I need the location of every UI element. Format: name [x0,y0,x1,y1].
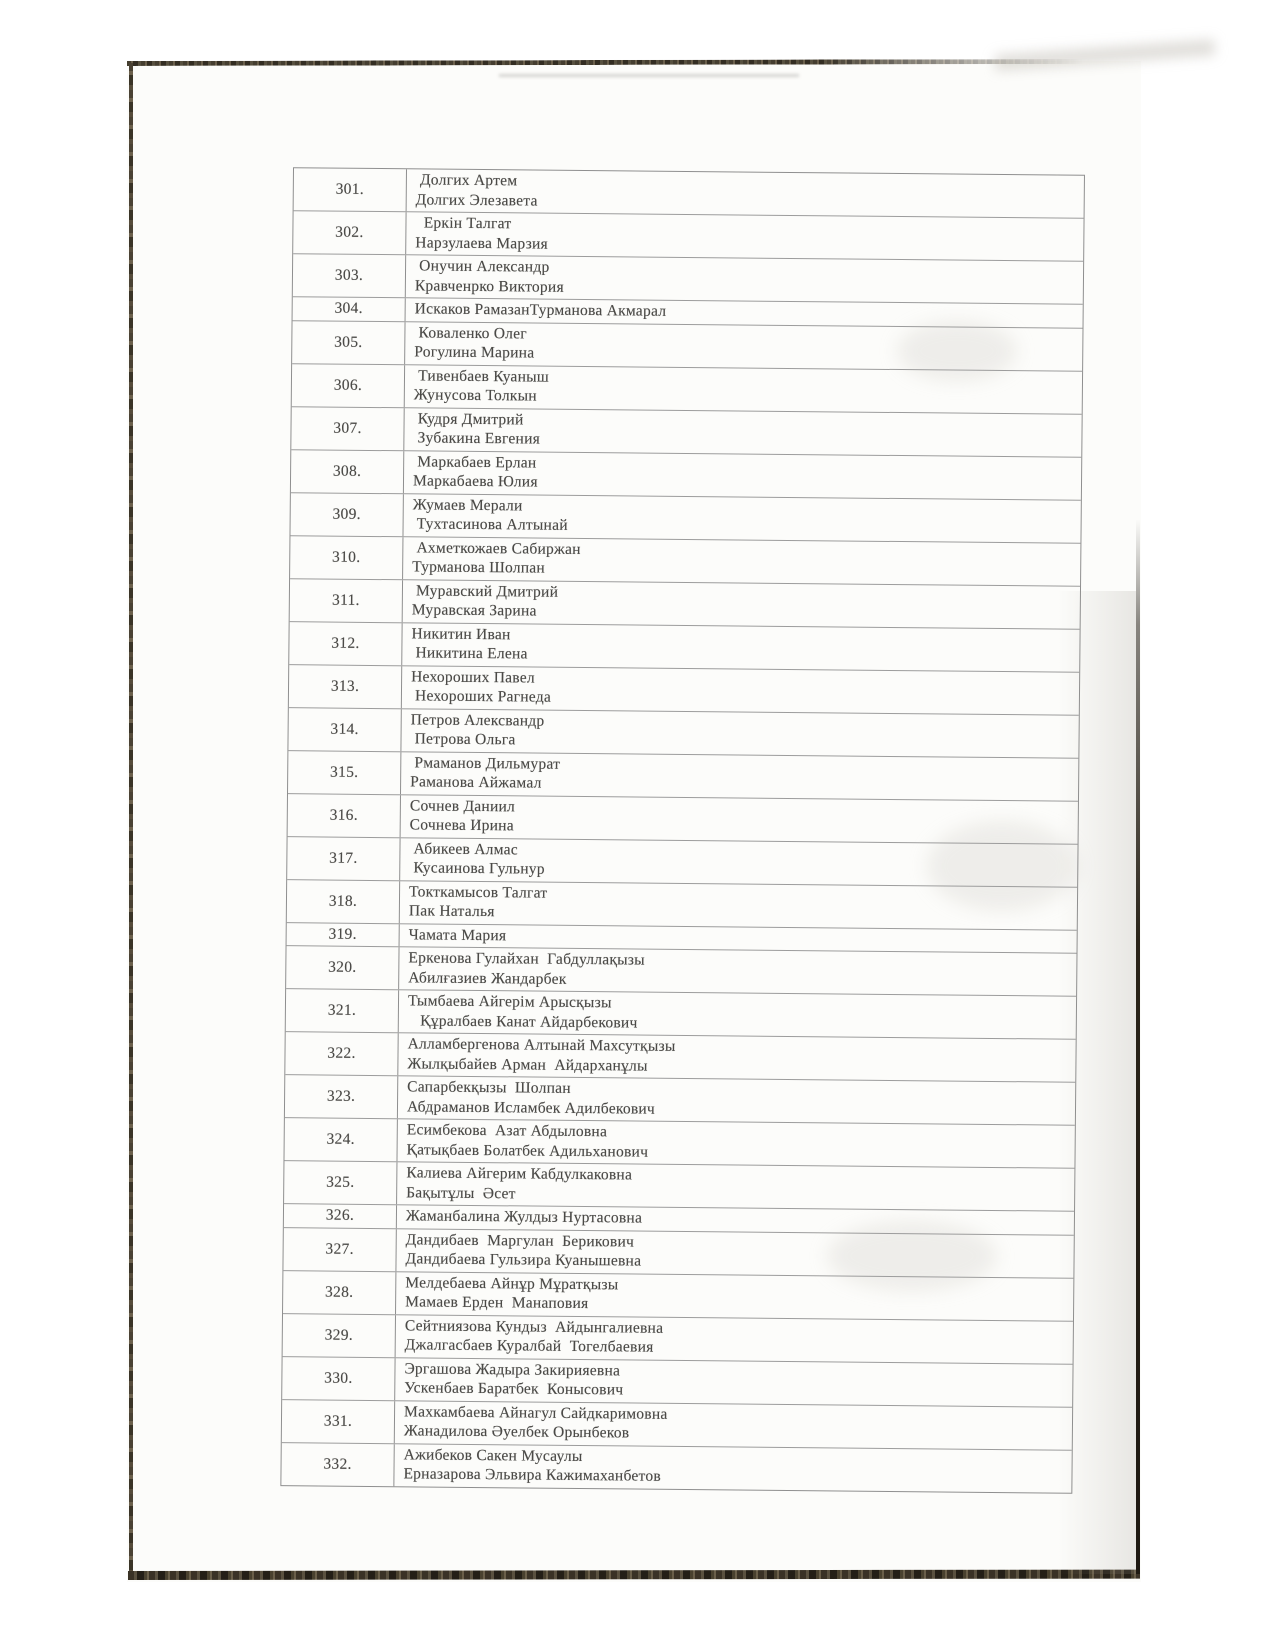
row-number: 323. [326,1087,356,1105]
table-row [285,1074,1075,1125]
scan-artifact-top-smudge [499,74,799,77]
row-number: 319. [328,925,357,943]
row-number-cell [287,923,400,947]
table-row [288,793,1078,844]
row-number: 301. [335,180,365,198]
participant-name-line: Муравский Дмитрий [411,581,559,601]
row-number: 314. [330,720,359,738]
table-row [283,1313,1073,1364]
row-number: 330. [324,1369,353,1387]
participant-name-line: Маркабаев Ерлан [413,452,537,472]
row-number-cell [290,536,403,579]
row-number-cell [283,1228,396,1271]
participant-name-line: Ускенбаев Баратбек Конысович [404,1379,624,1399]
table-row [283,1227,1073,1278]
participant-name-line: Рогулина Марина [414,343,535,362]
participant-name-line: Жылқыбайев Арман Айдарханұлы [407,1054,648,1075]
participant-name-line: Кравченрко Виктория [414,276,564,296]
table-row [282,1399,1072,1450]
row-number-cell [288,751,401,794]
row-number: 327. [325,1240,354,1258]
row-number: 315. [329,763,359,781]
roster-table-body [281,168,1084,1492]
row-names-cell [396,1272,1073,1320]
row-names-cell [405,322,1082,370]
row-number-cell [289,622,402,665]
row-number: 304. [334,299,363,318]
row-names-cell [405,365,1082,413]
participant-name-line: Кусаинова Гульнур [409,859,545,878]
row-number-cell [290,579,403,622]
participant-name-line: Мамаев Ерден Манаповия [405,1293,589,1313]
participant-name-line: Сочнева Ирина [409,816,514,835]
row-number-cell [289,665,402,708]
participant-name-line: Бақытұлы Әсет [406,1183,516,1202]
row-number: 324. [326,1130,355,1148]
row-names-cell [396,1229,1073,1277]
participant-name-line: Ажибеков Сакен Мусаулы [403,1445,583,1465]
row-number-cell [284,1161,397,1204]
participant-name-line: Долгих Элезавета [415,190,538,210]
participant-name-line: Ерназарова Эльвира Кажимаханбетов [403,1465,662,1485]
table-row [294,168,1084,218]
participant-name-line: Зубакина Евгения [413,429,541,448]
participant-name-line: Тухтасинова Алтынай [412,515,568,534]
table-row [286,988,1076,1039]
table-row [286,945,1076,996]
row-number-cell [294,168,407,211]
participant-name-line: Пак Наталья [408,902,495,921]
scan-artifact-top-edge [127,59,1092,66]
row-names-cell [406,212,1083,260]
table-row [290,492,1080,543]
scan-artifact-top-right-streak [995,39,1216,70]
participant-name-line: Жаманбалина Жулдыз Нуртасовна [405,1207,643,1227]
participant-name-line: Жумаев Мерали [412,495,523,514]
participant-name-line: Маркабаева Юлия [412,472,538,491]
row-number: 310. [332,548,361,566]
table-row [287,836,1077,887]
participant-name-line: Жанадилова Әуелбек Орынбеков [403,1422,630,1442]
row-names-cell [403,537,1080,585]
participant-name-line: Құралбаев Канат Айдарбекович [407,1011,638,1032]
row-number-cell [288,708,401,751]
row-number: 305. [334,333,363,351]
participant-name-line: Сочнев Даниил [409,796,516,815]
participant-name-line: Коваленко Олег [414,323,528,342]
row-number: 316. [329,806,359,824]
row-number-cell [282,1357,395,1400]
participant-name-line: Ахметкожаев Сабиржан [412,538,581,558]
row-number: 331. [323,1412,353,1430]
table-row [289,664,1079,715]
row-number-cell [283,1271,396,1314]
row-names-cell [406,255,1083,303]
participant-name-line: Калиева Айгерим Кабдулкаковна [406,1164,633,1184]
row-number: 332. [323,1455,352,1473]
participant-name-line: Есимбекова Азат Абдыловна [406,1121,608,1141]
row-number: 325. [326,1173,355,1191]
participant-name-line: Мелдебаева Айнұр Мұратқызы [405,1273,619,1293]
table-row [288,707,1078,758]
row-names-cell [404,451,1081,499]
row-number: 329. [324,1326,354,1344]
participant-name-line: Долгих Артем [415,171,518,190]
row-number-cell [283,1314,396,1357]
table-row [284,1117,1074,1168]
participant-name-line: Нехороших Рагнеда [410,687,552,706]
table-row [282,1356,1072,1407]
row-number: 313. [330,677,360,695]
row-names-cell [402,666,1079,714]
participant-name-line: Алламбергенова Алтынай Махсутқызы [407,1035,676,1055]
table-row [285,1031,1075,1082]
participant-name-line: Жунусова Толкын [413,386,537,405]
row-names-cell [402,623,1079,671]
participant-name-line: Тивенбаев Куаныш [413,366,550,386]
row-number: 308. [332,462,362,480]
participant-name-line: Петрова Ольга [410,730,516,749]
table-row [287,879,1077,930]
row-number: 328. [324,1283,354,1301]
participant-name-line: Эргашова Жадыра Закирияевна [404,1359,621,1379]
participant-name-line: Дандибаева Гульзира Куанышевна [405,1250,642,1270]
table-row [290,578,1080,629]
participant-name-line: Тымбаева Айгерім Арысқызы [407,992,612,1012]
participant-name-line: Сейтниязова Кундыз Айдынгалиевна [404,1316,664,1337]
participant-name-line: Абдраманов Исламбек Адилбекович [406,1097,656,1118]
row-number: 322. [327,1044,356,1062]
roster-table [280,167,1085,1493]
row-names-cell [401,709,1078,757]
row-names-cell [397,1162,1074,1210]
participant-name-line: Рмаманов Дильмурат [410,753,561,773]
row-number: 307. [333,419,362,437]
participant-name-line: Турманова Шолпан [412,558,546,577]
row-names-cell [404,408,1081,456]
participant-name-line: Чамата Мария [408,925,507,944]
table-row [288,750,1078,801]
row-names-cell [403,494,1080,542]
table-row [281,1442,1071,1493]
table-row [293,253,1083,304]
table-row [284,1160,1074,1211]
row-number-cell [292,321,405,364]
row-number-cell [284,1204,397,1228]
participant-name-line: Кудря Дмитрий [413,409,524,428]
row-names-cell [403,580,1080,628]
participant-name-line: Еркенова Гулайхан Габдуллақызы [408,949,645,969]
row-number-cell [286,946,399,989]
row-names-cell [396,1315,1073,1363]
participant-name-line: Токткамысов Талгат [408,882,548,902]
paper-sheet [127,61,1141,1582]
participant-name-line: Махкамбаева Айнагул Сайдкаримовна [403,1402,668,1423]
table-row [293,210,1083,261]
scan-artifact-bottom-edge [128,1570,1140,1580]
row-number-cell [293,211,406,254]
scan-artifact-left-edge [129,63,133,1580]
participant-name-line: Раманова Айжамал [410,773,542,792]
table-row [291,449,1081,500]
row-names-cell [399,947,1076,995]
row-number-cell [285,1032,398,1075]
row-names-cell [398,1033,1075,1081]
row-number: 317. [329,849,358,867]
row-number-cell [284,1118,397,1161]
table-row [292,363,1082,414]
row-number: 318. [328,892,358,910]
table-row [289,621,1079,672]
row-number-cell [290,493,403,536]
participant-name-line: Нарзулаева Марзия [415,233,549,253]
participant-name-line: Муравская Зарина [411,601,537,620]
row-number-cell [293,297,406,321]
row-names-cell [395,1358,1072,1406]
row-number-cell [288,794,401,837]
row-number: 302. [335,223,364,241]
row-number-cell [292,364,405,407]
participant-name-line: Джалгасбаев Куралбай Тогелбаевия [404,1336,654,1356]
row-number: 321. [327,1001,357,1019]
participant-name-line: Еркін Талгат [415,214,512,233]
row-number: 326. [325,1206,355,1225]
row-names-cell [401,795,1078,843]
participant-name-line: Искаков РамазанТурманова Акмарал [414,300,667,320]
row-number: 320. [328,958,357,976]
row-names-cell [407,169,1084,217]
row-names-cell [401,752,1078,800]
participant-name-line: Абикеев Алмас [409,839,519,858]
row-number-cell [291,407,404,450]
row-number-cell [281,1443,394,1486]
row-number-cell [291,450,404,493]
row-names-cell [400,881,1077,929]
table-row [283,1270,1073,1321]
row-names-cell [395,1401,1072,1449]
participant-name-line: Никитин Иван [411,624,511,643]
row-number: 306. [333,376,363,394]
row-number-cell [285,1075,398,1118]
participant-name-line: Нехороших Павел [411,667,536,687]
row-number: 312. [331,634,360,652]
row-number: 311. [331,591,360,609]
row-names-cell [397,1119,1074,1167]
participant-name-line: Петров Алексвандр [410,710,545,730]
row-number-cell [286,989,399,1032]
table-row [291,406,1081,457]
row-number: 303. [334,266,364,284]
participant-name-line: Никитина Елена [411,644,528,663]
row-number-cell [287,837,400,880]
row-number-cell [293,254,406,297]
row-number-cell [287,880,400,923]
row-names-cell [394,1444,1071,1492]
scan-artifact-right-edge [1136,519,1140,1574]
row-number: 309. [332,505,361,523]
table-row [290,535,1080,586]
participant-name-line: Қатықбаев Болатбек Адильханович [406,1140,649,1161]
participant-name-line: Онучин Александр [414,257,550,276]
row-number-cell [282,1400,395,1443]
row-names-cell [400,838,1077,886]
participant-name-line: Абилғазиев Жандарбек [408,968,567,988]
table-row [292,320,1082,371]
row-names-cell [398,1076,1075,1124]
participant-name-line: Дандибаев Маргулан Берикович [405,1230,635,1251]
participant-name-line: Сапарбекқызы Шолпан [407,1078,571,1097]
row-names-cell [399,990,1076,1038]
